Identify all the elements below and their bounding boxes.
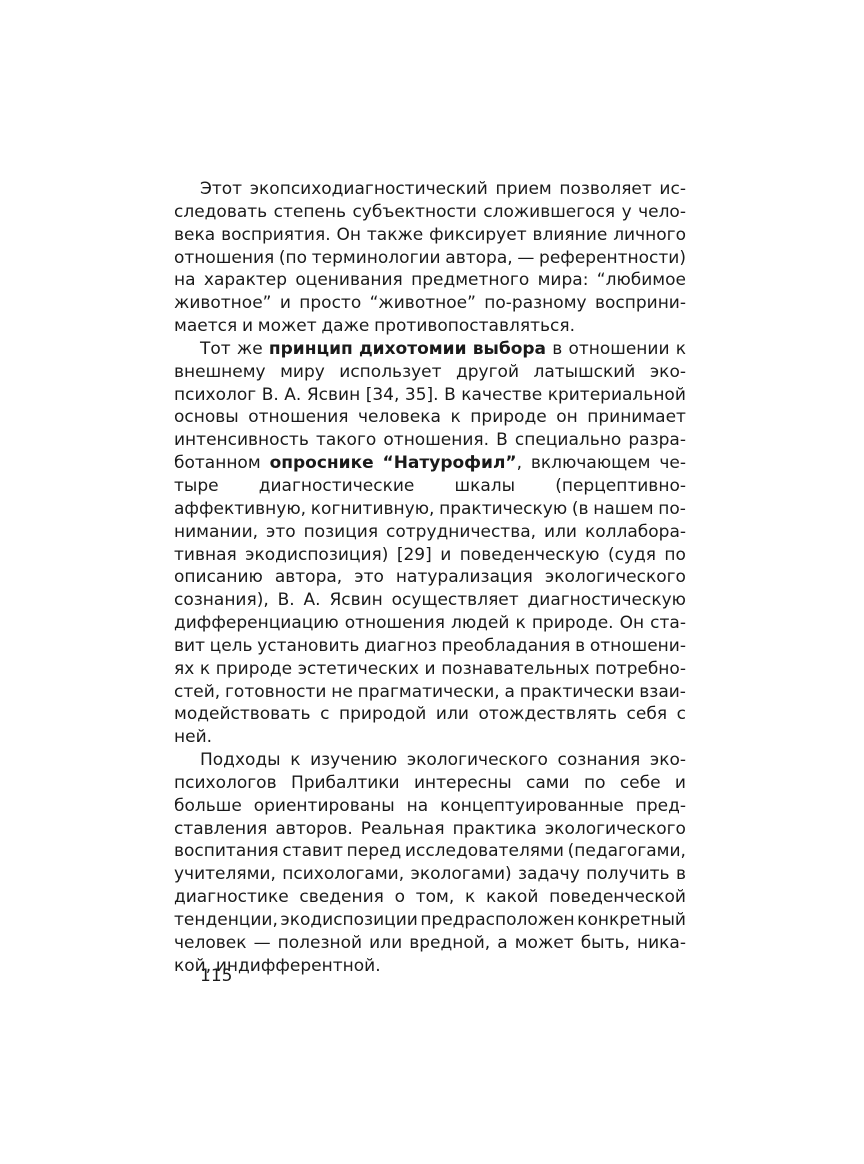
text-line: ботанном опроснике “Натурофил”, включающем че- — [174, 453, 686, 474]
text-line: описанию автора, это натурализация экологического — [174, 567, 686, 588]
text-line: на характер оценивания предметного мира: “любимое — [174, 270, 686, 291]
text-line: дифференциацию отношения людей к природе. Он ста- — [174, 613, 686, 634]
text-line: следовать степень субъектности сложившегося у чело- — [174, 201, 686, 222]
text-line: тыре диагностические шкалы (перцептивно- — [174, 475, 686, 496]
text-line: ставления авторов. Реальная практика экологического — [174, 818, 686, 839]
text-line: интенсивность такого отношения. В специально разра- — [174, 430, 686, 451]
paragraph — [174, 338, 686, 749]
text-line: основы отношения человека к природе он принимает — [174, 407, 686, 428]
page-number: 115 — [200, 966, 233, 986]
text-line: диагностике сведения о том, к какой поведенческой — [174, 887, 686, 908]
text-line: сознания), В. А. Ясвин осуществляет диагностическую — [174, 590, 686, 611]
text-line: вит цель установить диагноз преобладания в отношени- — [174, 635, 686, 656]
paragraph — [174, 178, 686, 338]
text-line: ней. — [174, 727, 213, 748]
text-line: животное” и просто “животное” по-разному восприни- — [174, 293, 686, 314]
text-line: воспитания ставит перед исследователями (педагогами, — [174, 841, 686, 862]
text-line: больше ориентированы на концептуированные пред- — [174, 795, 686, 816]
text-line: Подходы к изучению экологического сознания эко- — [200, 750, 686, 771]
text-line: Этот экопсиходиагностический прием позволяет ис- — [200, 179, 686, 199]
text-line: мается и может даже противопоставляться. — [174, 316, 575, 337]
text-line: кой, индифферентной. — [174, 955, 381, 976]
text-line: человек — полезной или вредной, а может быть, ника- — [174, 932, 686, 953]
text-line: тенденции, экодиспозиции предрасположен конкретный — [174, 910, 686, 930]
text-line: отношения (по терминологии автора, — референтности) — [174, 247, 686, 268]
text-line: ях к природе эстетических и познавательных потребно- — [174, 658, 686, 679]
text-line: модействовать с природой или отождествлять себя с — [174, 704, 686, 725]
text-line: тивная экодиспозиция) [29] и поведенческую (судя по — [174, 544, 686, 565]
text-line: психологов Прибалтики интересны сами по себе и — [174, 772, 686, 793]
body-text — [174, 178, 686, 978]
text-line: стей, готовности не прагматически, а практически взаи- — [174, 681, 686, 702]
text-line: аффективную, когнитивную, практическую (в нашем по- — [174, 498, 686, 519]
text-line: Тот же принцип дихотомии выбора в отношении к — [200, 338, 686, 359]
text-line: внешнему миру использует другой латышский эко- — [174, 361, 686, 382]
text-line: нимании, это позиция сотрудничества, или коллабора- — [174, 521, 686, 542]
paragraph — [174, 749, 686, 977]
text-line: учителями, психологами, экологами) задачу получить в — [174, 864, 686, 885]
text-line: века восприятия. Он также фиксирует влияние личного — [174, 224, 686, 245]
text-line: психолог В. А. Ясвин [34, 35]. В качестве критериальной — [174, 384, 686, 405]
